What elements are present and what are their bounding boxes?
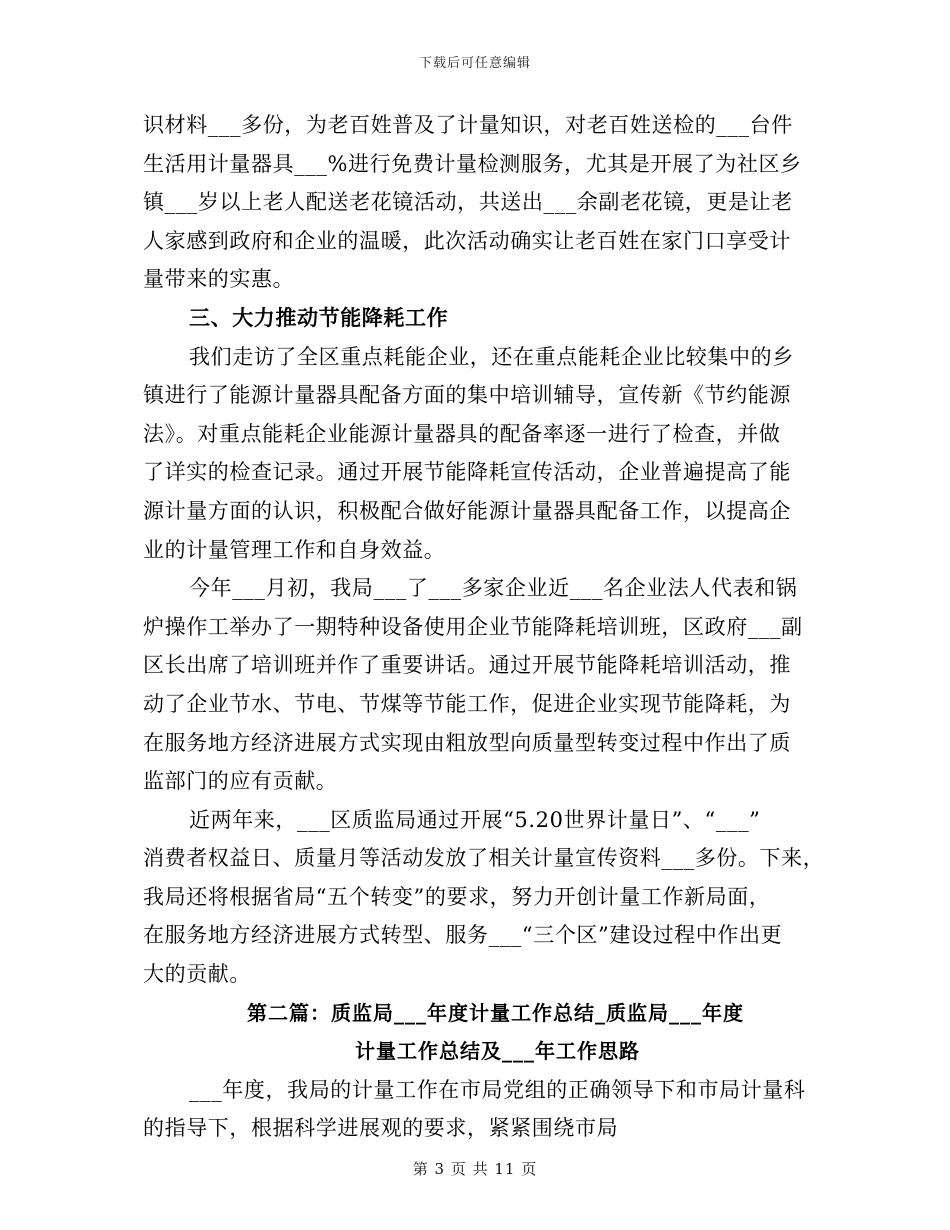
body-line-9: 法》。对重点能耗企业能源计量器具的配备率逐一进行了检查，并做 (143, 421, 781, 446)
body-line-19: 近两年来，___区质监局通过开展“5.20世界计量日”、“___” (189, 807, 761, 832)
body-line-2: 生活用计量器具___%进行免费计量检测服务，尤其是开展了为社区乡 (143, 151, 802, 176)
section-heading-3: 三、大力推动节能降耗工作 (189, 304, 449, 330)
body-line-7: 我们走访了全区重点耗能企业，还在重点能耗企业比较集中的乡 (189, 344, 794, 369)
body-line-1: 识材料___多份，为老百姓普及了计量知识，对老百姓送检的___台件 (143, 113, 793, 137)
chapter-title-line-2: 计量工作总结及___年工作思路 (355, 1039, 640, 1064)
page-number-footer: 第 3 页 共 11 页 (412, 1160, 538, 1178)
body-line-10: 了详实的检查记录。通过开展节能降耗宣传活动，企业普遍提高了能 (143, 460, 791, 485)
body-line-14: 炉操作工举办了一期特种设备使用企业节能降耗培训班，区政府___副 (143, 614, 803, 639)
document-body (143, 106, 825, 1148)
body-line-23: 大的贡献。 (143, 962, 251, 987)
body-line-20: 消费者权益日、质量月等活动发放了相关计量宣传资料___多份。下来， (143, 846, 825, 871)
page-header-note: 下载后可任意编辑 (418, 56, 531, 71)
body-line-21: 我局还将根据省局“五个转变”的要求，努力开创计量工作新局面， (143, 884, 771, 909)
body-line-15: 区长出席了培训班并作了重要讲话。通过开展节能降耗培训活动，推 (143, 653, 791, 678)
body-line-27: 的指导下，根据科学进展观的要求，紧紧围绕市局 (143, 1116, 619, 1141)
body-line-3: 镇___岁以上老人配送老花镜活动，共送出___余副老花镜，更是让老 (143, 190, 793, 215)
chapter-title-line-1: 第二篇：质监局___年度计量工作总结_质监局___年度 (247, 1000, 744, 1025)
body-line-26: ___年度，我局的计量工作在市局党组的正确领导下和市局计量科 (189, 1077, 806, 1102)
body-line-18: 监部门的应有贡献。 (143, 769, 338, 794)
body-line-22: 在服务地方经济进展方式转型、服务___“三个区”建设过程中作出更 (143, 923, 783, 948)
body-line-4: 人家感到政府和企业的温暖，此次活动确实让老百姓在家门口享受计 (143, 228, 791, 253)
body-line-13: 今年___月初，我局___了___多家企业近___名企业法人代表和锅 (189, 576, 798, 601)
body-line-16: 动了企业节水、节电、节煤等节能工作，促进企业实现节能降耗，为 (143, 691, 791, 716)
body-line-11: 源计量方面的认识，积极配合做好能源计量器具配备工作，以提高企 (143, 498, 791, 523)
body-line-5: 量带来的实惠。 (143, 267, 295, 292)
body-line-8: 镇进行了能源计量器具配备方面的集中培训辅导，宣传新《节约能源 (143, 383, 791, 408)
body-line-12: 业的计量管理工作和自身效益。 (143, 537, 446, 562)
body-line-17: 在服务地方经济进展方式实现由粗放型向质量型转变过程中作出了质 (143, 730, 791, 755)
